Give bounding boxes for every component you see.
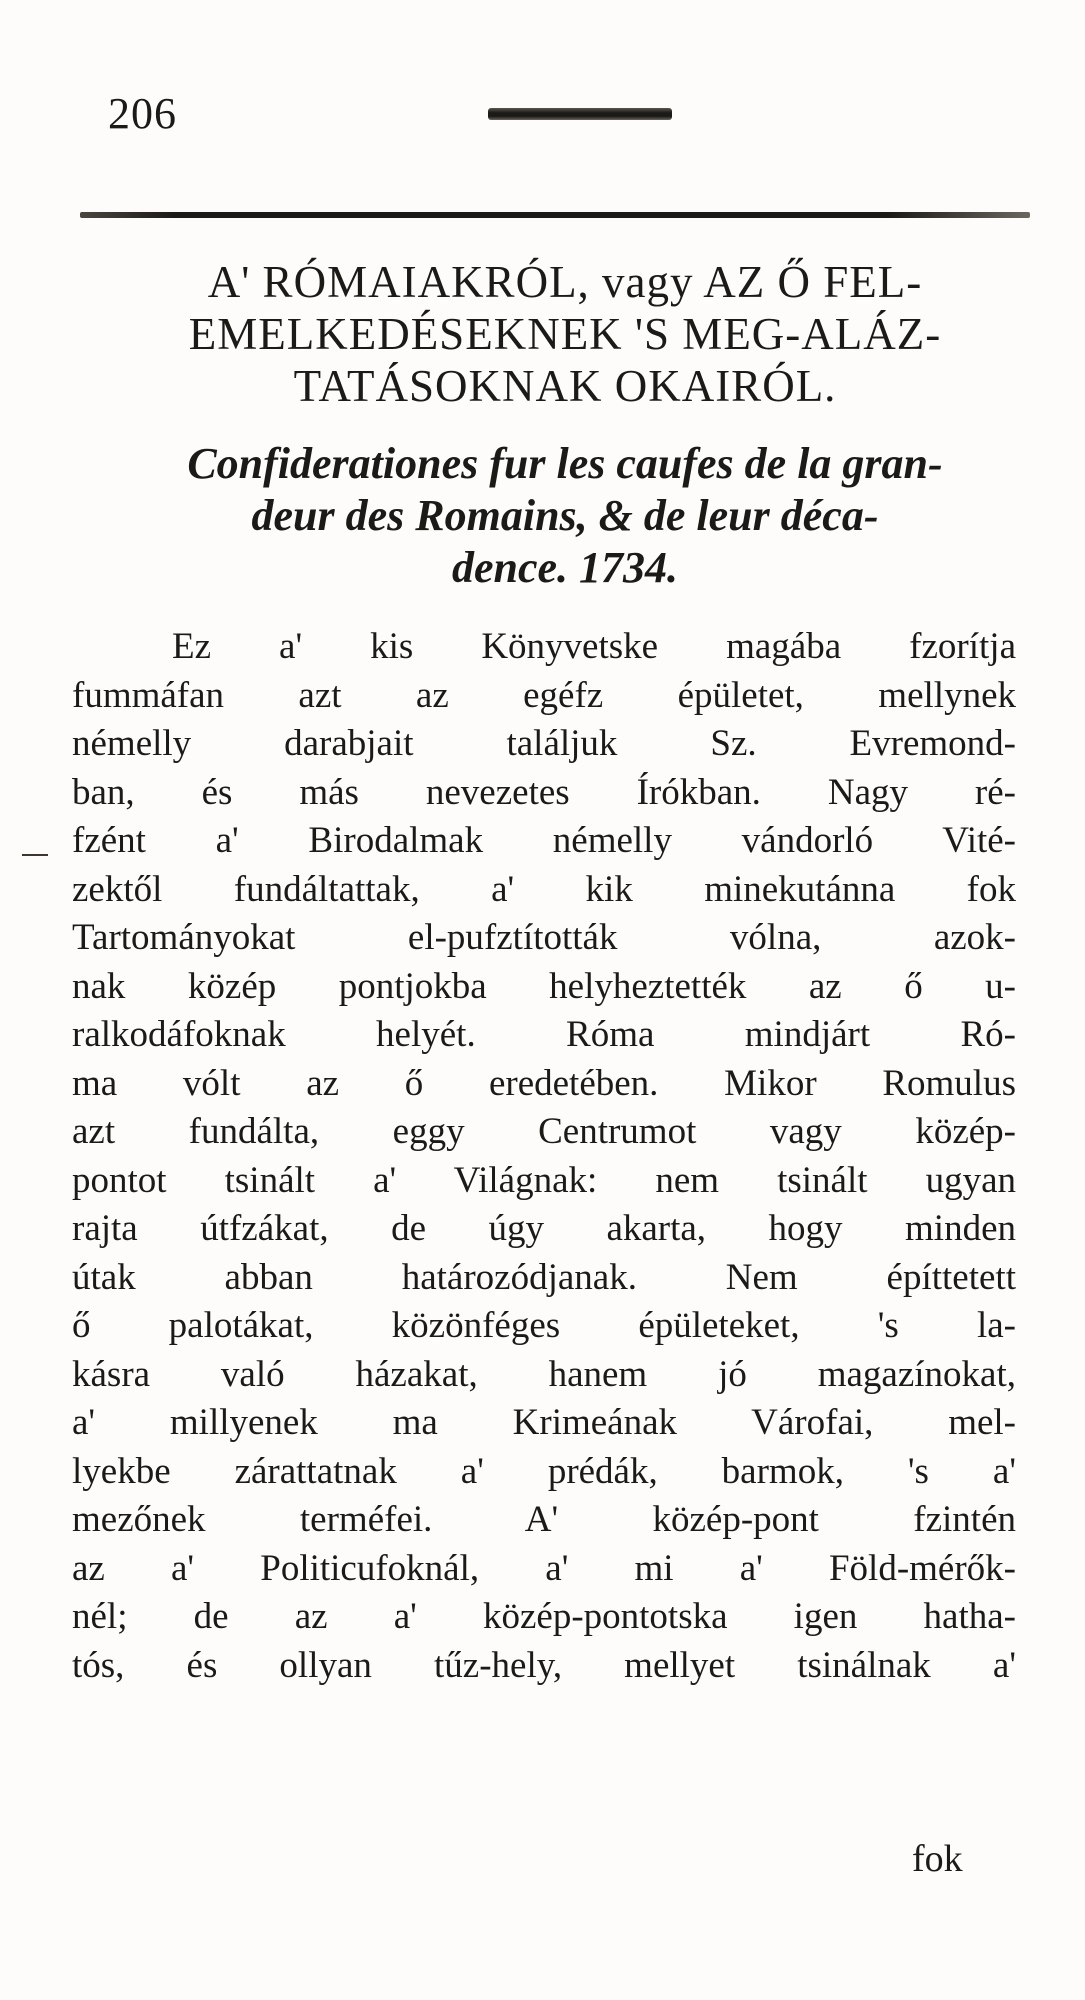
body-line: Tartományokat el-pufztították vólna, azok- (72, 917, 1016, 958)
body-line: ma vólt az ő eredetében. Mikor Romulus (72, 1062, 1016, 1104)
french-title (100, 438, 1030, 594)
subtitle-line: Confiderationes fur les caufes de la gran- (187, 439, 943, 488)
body-line: nak közép pontjokba helyheztették az ő u- (72, 965, 1016, 1007)
body-line: a' millyenek ma Krimeának Várofai, mel- (72, 1402, 1016, 1443)
body-line: azt fundálta, eggy Centrumot vagy közép- (72, 1111, 1016, 1152)
body-line: ő palotákat, közönféges épületeket, 's la- (72, 1305, 1016, 1346)
subtitle-line: deur des Romains, & de leur déca- (251, 491, 879, 540)
body-line: útak abban határozódjanak. Nem építtetett (72, 1256, 1016, 1298)
body-line: Ez a' kis Könyvetske magába fzorítja (172, 626, 1016, 667)
title-line: A' RÓMAIAKRÓL, vagy AZ Ő FEL- (207, 257, 923, 307)
body-line: ban, és más nevezetes Írókban. Nagy ré- (72, 771, 1016, 813)
body-line: rajta útfzákat, de úgy akarta, hogy minden (72, 1208, 1016, 1249)
body-line: az a' Politicufoknál, a' mi a' Föld-mérők- (72, 1547, 1016, 1589)
title-line: TATÁSOKNAK OKAIRÓL. (293, 361, 837, 411)
body-line: tós, és ollyan tűz-hely, mellyet tsinálnak a' (72, 1644, 1016, 1686)
body-line: lyekbe zárattatnak a' prédák, barmok, 's a' (72, 1450, 1016, 1492)
chapter-title (100, 256, 1030, 412)
subtitle-line: dence. 1734. (451, 543, 679, 592)
title-line: EMELKEDÉSEKNEK 'S MEG-ALÁZ- (188, 309, 942, 359)
body-line: zektől fundáltattak, a' kik minekutánna fok (72, 868, 1016, 910)
body-line: mezőnek terméfei. A' közép-pont fzintén (72, 1499, 1016, 1540)
body-line: kásra való házakat, hanem jó magazínokat, (72, 1353, 1016, 1395)
margin-mark (22, 854, 48, 856)
body-line: pontot tsinált a' Világnak: nem tsinált ugyan (72, 1159, 1016, 1201)
body-paragraph (72, 623, 1016, 1690)
body-line: fzént a' Birodalmak némelly vándorló Vité- (72, 820, 1016, 861)
body-line: fummáfan azt az egéfz épületet, mellynek (72, 674, 1016, 716)
catchword: fok (912, 1838, 963, 1880)
page-number: 206 (108, 89, 177, 138)
body-line: ralkodáfoknak helyét. Róma mindjárt Ró- (72, 1014, 1016, 1055)
body-line: némelly darabjait találjuk Sz. Evremond- (72, 723, 1016, 764)
title-rule (80, 212, 1030, 218)
body-line: nél; de az a' közép-pontotska igen hatha- (72, 1596, 1016, 1637)
header-ornament (488, 108, 672, 120)
